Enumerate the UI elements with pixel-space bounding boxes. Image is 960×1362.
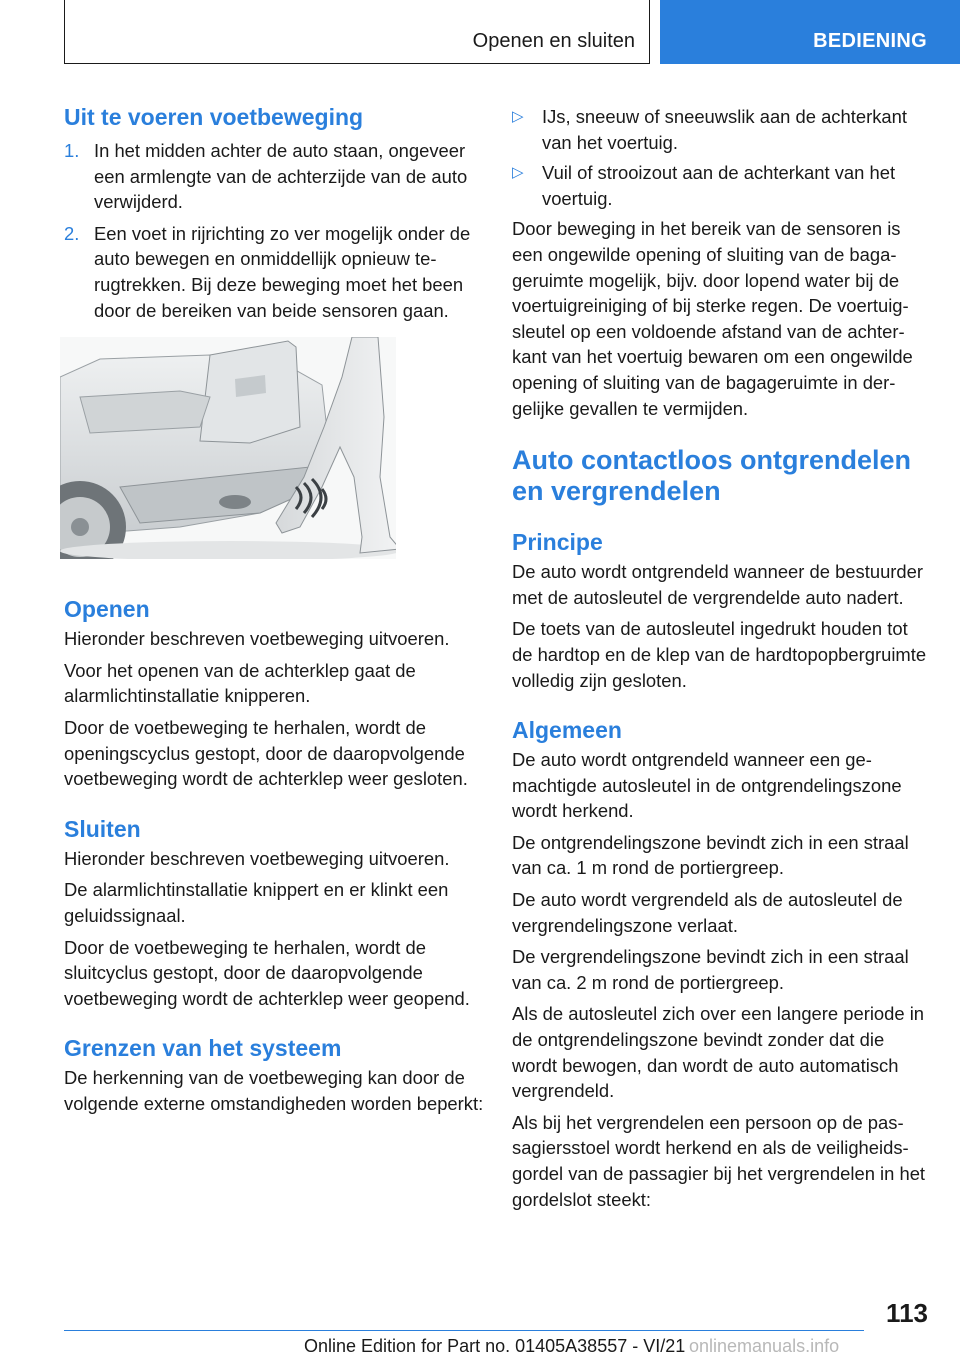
section-title: Openen en sluiten [472,30,635,52]
footer-divider [64,1330,864,1331]
heading-open: Openen [64,596,150,623]
heading-foot-movement: Uit te voeren voetbeweging [64,104,364,130]
list-item [512,104,932,155]
general-paragraph-6: Als bij het vergrendelen een persoon op de passagiersstoel wordt herkend en als de veiligheidsgordel van de passagier bij het vergrendelen in het gordelslot steekt: [512,1111,926,1210]
bullet-triangle-icon: ▷ [512,164,524,182]
watermark: onlinemanuals.info [689,1336,840,1356]
list-item [512,160,932,211]
close-paragraph-3: Door de voetbeweging te herhalen, wordt de sluitcyclus gestopt, door de daaropvolgende voetbeweging wordt de achterklep weer geopend. [64,936,470,1009]
general-paragraph-2: De ontgrendelingszone bevindt zich in een straal van ca. 1 m rond de portiergreep. [512,831,909,879]
heading-comfort-access: Auto contactloos ontgrendelen en vergrendelen [512,445,912,507]
limits-paragraph: De herkenning van de voetbeweging kan door de volgende externe omstandigheden worden beperkt: [64,1067,484,1114]
heading-principle: Principe [512,529,603,556]
step-number: 2. [64,222,80,244]
principle-paragraph-1: De auto wordt ontgrendeld wanneer de bestuurder met de autosleutel de vergrendelde auto nadert. [512,561,923,608]
step-text: Een voet in rijrichting zo ver mogelijk onder de auto bewegen en onmiddellijk opnieuw terugtrekken. Bij deze beweging moet het been door de bereiken van beide sensoren gaan. [94,222,471,321]
close-paragraph-2: De alarmlichtinstallatie knippert en er klinkt een geluidssignaal. [64,879,449,926]
list-item [64,138,484,215]
header-section-box [64,0,650,64]
principle-paragraph-2: De toets van de autosleutel ingedrukt houden tot de hardtop en de klep van de hardtopopbergruimte volledig zijn gesloten. [512,618,927,691]
heading-close: Sluiten [64,815,141,842]
step-number: 1. [64,140,80,161]
sensor-warning-paragraph: Door beweging in het bereik van de sensoren is een ongewilde opening of sluiting van de bagageruimte mogelijk, bijv. door lopend water bij de voertuigreiniging of bij sterke regen. De voertuigsleutel op een voldoende afstand van de achterkant van het voertuig bewaren om een ongewilde opening of sluiting van de bagageruimte in dergelijke gevallen te vermijden. [512,218,913,419]
step-text: In het midden achter de auto staan, ongeveer een armlengte van de achterzijde van de auto verwijderd. [94,140,468,213]
steps-list [64,138,484,323]
edition-note: Online Edition for Part no. 01405A38557 - VI/21 [304,1336,686,1356]
heading-limits: Grenzen van het systeem [64,1035,342,1062]
general-paragraph-1: De auto wordt ontgrendeld wanneer een gemachtigde autosleutel in de ontgrendelingszone wordt herkend. [512,749,902,822]
heading-general: Algemeen [512,717,622,744]
general-paragraph-4: De vergrendelingszone bevindt zich in een straal van ca. 2 m rond de portiergreep. [512,946,909,993]
open-paragraph-1: Hieronder beschreven voetbeweging uitvoeren. [64,628,450,650]
chapter-title: BEDIENING [813,30,927,52]
foot-movement-illustration [60,337,396,559]
bullet-triangle-icon: ▷ [512,108,524,125]
limits-list [512,104,932,211]
general-paragraph-5: Als de autosleutel zich over een langere periode in de ontgrendelingszone bevindt zonder dat die wordt bewogen, dan wordt de auto automatisch vergrendeld. [512,1003,925,1102]
open-paragraph-3: Door de voetbeweging te herhalen, wordt de openingscyclus gestopt, door de daaropvolgende voetbeweging wordt de achterklep weer gesloten. [64,716,468,790]
chapter-tab [660,0,960,64]
right-column [512,98,932,1212]
left-column [64,98,484,1116]
list-item [64,221,484,323]
page-number: 113 [886,1298,928,1328]
general-paragraph-3: De auto wordt vergrendeld als de autosleutel de vergrendelingszone verlaat. [512,889,903,936]
close-paragraph-1: Hieronder beschreven voetbeweging uitvoeren. [64,847,450,869]
open-paragraph-2: Voor het openen van de achterklep gaat de alarmlichtinstallatie knipperen. [64,659,416,707]
bullet-text: Vuil of strooizout aan de achterkant van het voertuig. [542,162,896,209]
bullet-text: IJs, sneeuw of sneeuwslik aan de achterkant van het voertuig. [542,106,907,153]
